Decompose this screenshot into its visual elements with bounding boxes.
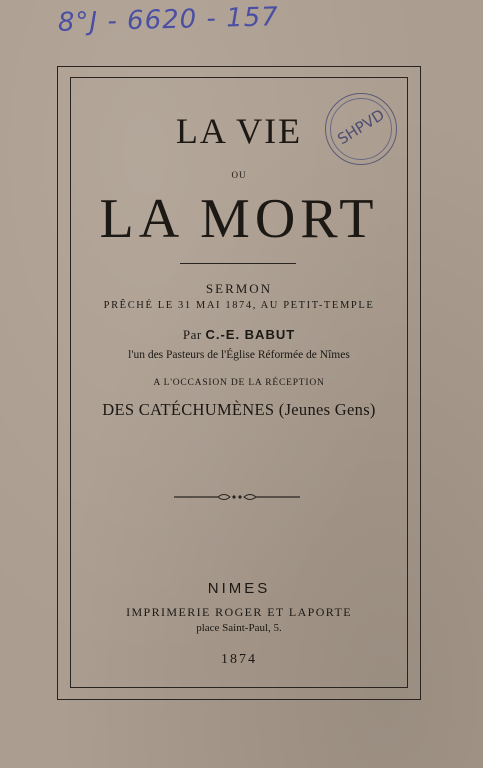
genre-label: SERMON [205, 281, 273, 296]
author-line [70, 327, 408, 343]
imprint-year: 1874 [221, 652, 257, 667]
title-divider [180, 263, 296, 264]
imprint-address: place Saint-Paul, 5. [196, 622, 282, 634]
preached-line: PRÊCHÉ LE 31 MAI 1874, AU PETIT-TEMPLE [103, 300, 375, 311]
title-line-1: LA VIE [175, 111, 303, 151]
audience-line: DES CATÉCHUMÈNES (Jeunes Gens) [102, 400, 376, 419]
imprint-city: NIMES [207, 580, 271, 597]
title-line-2: LA MORT [99, 188, 379, 250]
library-shelfmark: 8°J - 6620 - 157 [57, 2, 280, 38]
imprint-printer: IMPRIMERIE ROGER ET LAPORTE [126, 605, 352, 619]
author-name: C.-E. BABUT [205, 327, 296, 342]
ornament-divider [174, 490, 300, 504]
occasion-line: A L'OCCASION DE LA RÉCEPTION [153, 378, 325, 388]
title-connector: OU [231, 170, 247, 180]
author-prefix: Par [182, 327, 202, 342]
author-role: l'un des Pasteurs de l'Église Réformée de Nîmes [128, 349, 350, 361]
library-stamp-text: SHPVD [334, 105, 388, 149]
